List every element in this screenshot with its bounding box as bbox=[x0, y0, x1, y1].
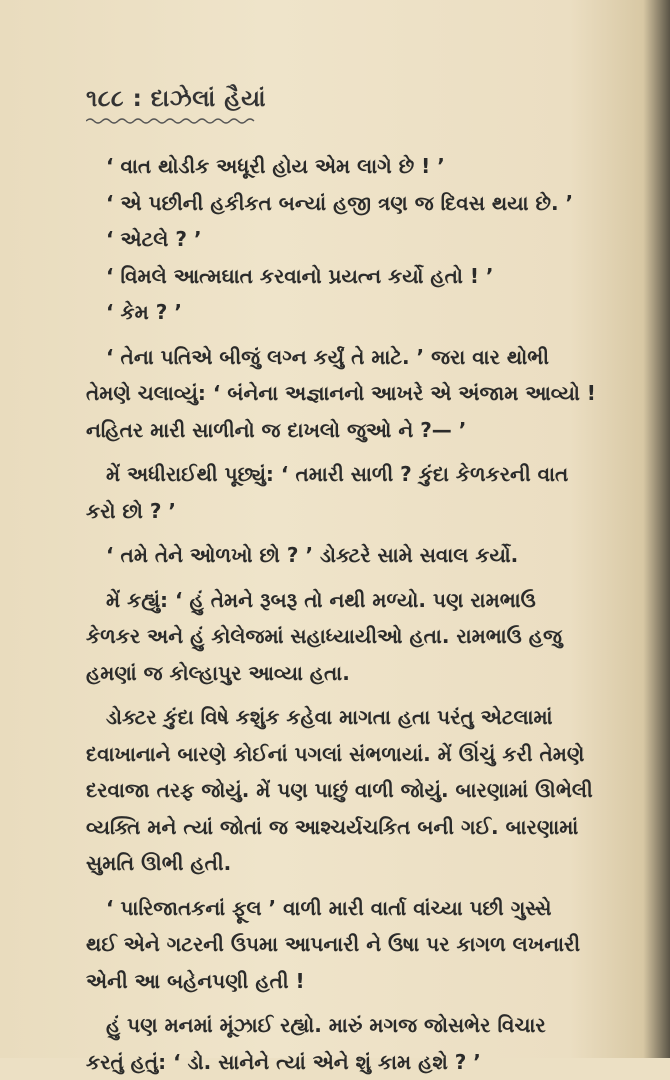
body-text bbox=[86, 140, 634, 1080]
text-line: ‘ એ પછીની હકીકત બન્યાં હજી ત્રણ જ દિવસ થયા છે. ’ bbox=[106, 185, 634, 222]
text-line: હું પણ મનમાં મૂંઝાઈ રહ્યો. મારું મગજ જોસભેર વિચાર bbox=[86, 1007, 634, 1044]
paragraph bbox=[86, 582, 634, 692]
text-line: વ્યક્તિ મને ત્યાં જોતાં જ આશ્ચર્યચકિત બની ગઈ. બારણામાં bbox=[86, 809, 634, 846]
text-line: હમણાં જ કોલ્હાપુર આવ્યા હતા. bbox=[86, 655, 634, 692]
text-line: ડોક્ટર કુંદા વિષે કશુંક કહેવા માગતા હતા પરંતુ એટલામાં bbox=[86, 699, 634, 736]
text-line: કરતું હતું: ‘ ડો. સાનેને ત્યાં એને શું કામ હશે ? ’ bbox=[86, 1044, 634, 1080]
paragraph bbox=[86, 148, 634, 185]
text-line: નહિતર મારી સાળીનો જ દાખલો જુઓ ને ?— ’ bbox=[86, 412, 634, 449]
paragraph bbox=[86, 1007, 634, 1080]
text-line: સુમતિ ઊભી હતી. bbox=[86, 845, 634, 882]
text-line: ‘ તેના પતિએ બીજું લગ્ન કર્યું તે માટે. ’ જરા વાર થોભી bbox=[86, 339, 634, 376]
paragraph bbox=[86, 221, 634, 258]
paragraph bbox=[86, 456, 634, 529]
paragraph bbox=[86, 294, 634, 331]
text-line: થઈ એને ગટરની ઉપમા આપનારી ને ઉષા પર કાગળ લખનારી bbox=[86, 926, 634, 963]
text-line: ‘ પારિજાતકનાં ફૂલ ’ વાળી મારી વાર્તા વાંચ્યા પછી ગુસ્સે bbox=[86, 890, 634, 927]
text-line: મેં અધીરાઈથી પૂછ્યું: ‘ તમારી સાળી ? કુંદા કેળકરની વાત bbox=[86, 456, 634, 493]
paragraph bbox=[86, 185, 634, 222]
text-line: દરવાજા તરફ જોયું. મેં પણ પાછું વાળી જોયું. બારણામાં ઊભેલી bbox=[86, 772, 634, 809]
paragraph bbox=[86, 258, 634, 295]
text-line: એની આ બહેનપણી હતી ! bbox=[86, 963, 634, 1000]
text-line: ‘ વાત થોડીક અધૂરી હોય એમ લાગે છે ! ’ bbox=[106, 148, 634, 185]
paragraph bbox=[86, 537, 634, 574]
text-line: ‘ એટલે ? ’ bbox=[106, 221, 634, 258]
paragraph bbox=[86, 699, 634, 882]
text-line: કરો છો ? ’ bbox=[86, 493, 634, 530]
page-header: ૧૮૮ : દાઝેલાં હૈયાં bbox=[86, 86, 266, 112]
header-underline bbox=[86, 116, 256, 126]
text-line: ‘ કેમ ? ’ bbox=[106, 294, 634, 331]
text-line: મેં કહ્યું: ‘ હું તેમને રૂબરૂ તો નથી મળ્યો. પણ રામભાઉ bbox=[86, 582, 634, 619]
text-line: તેમણે ચલાવ્યું: ‘ બંનેના અજ્ઞાનનો આખરે એ અંજામ આવ્યો ! bbox=[86, 375, 634, 412]
paragraph bbox=[86, 339, 634, 449]
text-line: દવાખાનાને બારણે કોઈનાં પગલાં સંભળાયાં. મેં ઊંચું કરી તેમણે bbox=[86, 736, 634, 773]
text-line: ‘ વિમલે આત્મઘાત કરવાનો પ્રયત્ન કર્યો હતો ! ’ bbox=[106, 258, 634, 295]
text-line: કેળકર અને હું કોલેજમાં સહાધ્યાયીઓ હતા. રામભાઉ હજુ bbox=[86, 618, 634, 655]
text-line: ‘ તમે તેને ઓળખો છો ? ’ ડોક્ટરે સામે સવાલ કર્યો. bbox=[86, 537, 634, 574]
paragraph bbox=[86, 890, 634, 1000]
